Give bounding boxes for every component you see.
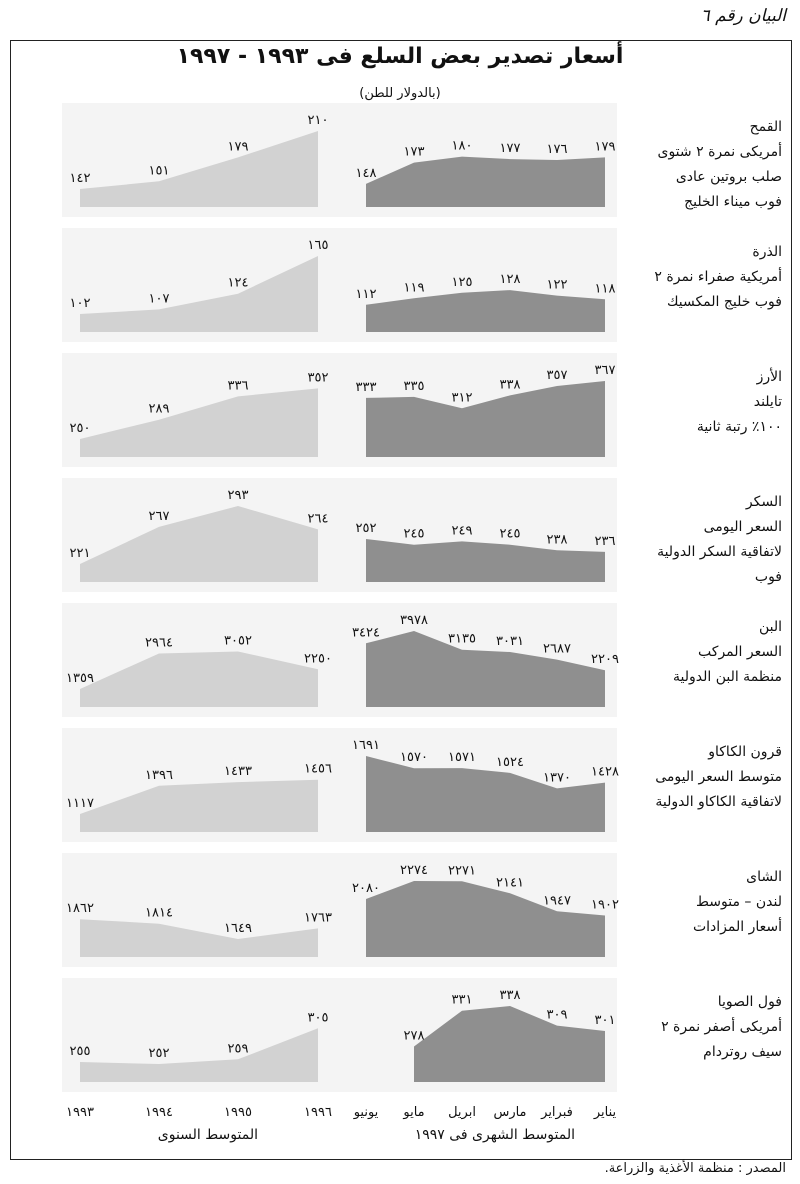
monthly-value-label: ٣٣١ xyxy=(451,992,473,1008)
source-note: المصدر : منظمة الأغذية والزراعة. xyxy=(604,1161,786,1176)
monthly-value-label: ٢١٤١ xyxy=(496,875,524,891)
commodity-label xyxy=(632,240,782,315)
commodity-name: الشاى xyxy=(746,869,782,885)
monthly-value-label: ٢٤٥ xyxy=(499,526,521,542)
commodity-detail: أسعار المزادات xyxy=(692,919,782,935)
monthly-value-label: ١٧٣ xyxy=(403,144,425,160)
monthly-value-label: ٣٦٧ xyxy=(594,363,616,378)
monthly-value-label: ١٧٦ xyxy=(546,142,568,157)
monthly-area xyxy=(414,1006,605,1082)
annual-value-label: ١٨٦٢ xyxy=(66,901,94,917)
commodity-detail: ١٠٠٪ رتبة ثانية xyxy=(696,419,782,435)
annual-value-label: ٢٦٤ xyxy=(307,511,329,527)
annual-area xyxy=(80,1028,318,1082)
monthly-value-label: ٢٤٩ xyxy=(451,523,473,539)
commodity-detail: لاتفاقية السكر الدولية xyxy=(657,544,782,560)
commodity-label xyxy=(632,740,782,815)
monthly-value-label: ١٥٢٤ xyxy=(496,754,524,770)
annual-value-label: ١٣٩٦ xyxy=(145,767,173,783)
monthly-value-label: ١٧٩ xyxy=(594,139,616,155)
monthly-value-label: ٢٢٠٩ xyxy=(591,652,619,668)
annual-area xyxy=(80,256,318,332)
annual-value-label: ٣٠٥ xyxy=(307,1010,329,1026)
monthly-value-label: ٣٩٧٨ xyxy=(400,613,428,628)
monthly-value-label: ٣٣٨ xyxy=(499,988,521,1003)
monthly-value-label: ١٢٥ xyxy=(451,274,473,290)
annual-value-label: ٢١٠ xyxy=(307,113,329,128)
monthly-x-tick-label: مايو xyxy=(403,1105,425,1120)
annual-value-label: ١٤٣٣ xyxy=(224,764,252,780)
annual-value-label: ٢٥٥ xyxy=(69,1044,91,1059)
annual-value-label: ٢٥٩ xyxy=(227,1041,249,1057)
annual-value-label: ٢٦٧ xyxy=(148,508,170,524)
monthly-value-label: ٢٠٨٠ xyxy=(352,881,380,896)
commodity-name: قرون الكاكاو xyxy=(708,744,782,760)
annual-value-label: ١٤٥٦ xyxy=(304,761,332,777)
annual-value-label: ١٧٦٣ xyxy=(304,910,332,926)
monthly-value-label: ٢٧٨ xyxy=(403,1028,425,1044)
monthly-value-label: ٣٠٩ xyxy=(546,1007,568,1023)
commodity-detail: السعر اليومى xyxy=(703,519,782,535)
commodity-detail: منظمة البن الدولية xyxy=(672,669,782,685)
commodity-name: القمح xyxy=(749,119,782,135)
commodity-detail: أمريكية صفراء نمرة ٢ xyxy=(654,269,782,285)
monthly-value-label: ٣٠١ xyxy=(594,1013,616,1028)
annual-area xyxy=(80,506,318,582)
monthly-value-label: ٣١٢ xyxy=(451,390,473,406)
monthly-x-tick-label: مارس xyxy=(493,1105,527,1120)
commodity-name: الذرة xyxy=(752,244,782,260)
annual-value-label: ١٠٧ xyxy=(148,291,170,307)
chart-subtitle: (بالدولار للطن) xyxy=(359,86,441,101)
annual-value-label: ١٤٢ xyxy=(69,171,91,186)
commodity-detail: صلب بروتين عادى xyxy=(675,169,782,185)
annual-value-label: ١١١٧ xyxy=(66,796,94,811)
monthly-value-label: ١١٩ xyxy=(403,280,425,296)
monthly-value-label: ٢٤٥ xyxy=(403,526,425,542)
commodity-detail: فوب xyxy=(754,569,782,585)
annual-area xyxy=(80,652,318,708)
commodity-detail: سيف روتردام xyxy=(703,1044,782,1060)
commodity-detail: لندن – متوسط xyxy=(696,894,782,910)
monthly-value-label: ١٢٢ xyxy=(546,277,568,293)
annual-value-label: ١٦٥ xyxy=(307,238,329,253)
monthly-value-label: ١٥٧١ xyxy=(448,750,476,766)
monthly-x-tick-label: فبراير xyxy=(541,1105,573,1120)
monthly-area xyxy=(366,539,605,582)
monthly-value-label: ٣٥٧ xyxy=(546,368,568,383)
commodity-name: الأرز xyxy=(756,369,782,385)
annual-value-label: ٣٥٢ xyxy=(307,370,329,386)
commodity-detail: أمريكى نمرة ٢ شتوى xyxy=(657,144,782,160)
annual-value-label: ٢٩٣ xyxy=(227,488,249,503)
monthly-value-label: ٢٣٨ xyxy=(546,532,568,548)
figure-number: البيان رقم ٦ xyxy=(700,6,786,26)
monthly-value-label: ١٧٧ xyxy=(499,141,521,157)
annual-area xyxy=(80,780,318,832)
annual-value-label: ٢٥٠ xyxy=(69,421,91,436)
annual-value-label: ٣٠٥٢ xyxy=(224,633,252,649)
monthly-value-label: ٢٢٧٤ xyxy=(400,863,428,878)
commodity-label xyxy=(632,615,782,690)
commodity-label xyxy=(632,115,782,215)
annual-x-tick-label: ١٩٩٤ xyxy=(145,1105,173,1120)
annual-value-label: ١٨١٤ xyxy=(145,905,173,921)
annual-value-label: ١٠٢ xyxy=(69,296,91,311)
annual-value-label: ١٦٤٩ xyxy=(224,921,252,936)
monthly-value-label: ١٢٨ xyxy=(499,272,521,288)
monthly-value-label: ٣٣٥ xyxy=(403,378,425,394)
monthly-value-label: ٢٢٧١ xyxy=(448,863,476,879)
annual-value-label: ٢٨٩ xyxy=(148,401,170,417)
annual-area xyxy=(80,131,318,207)
commodity-detail: السعر المركب xyxy=(698,644,782,660)
monthly-value-label: ١٥٧٠ xyxy=(400,750,428,766)
commodity-label xyxy=(632,865,782,940)
commodity-name: فول الصويا xyxy=(717,994,782,1010)
annual-value-label: ١٣٥٩ xyxy=(66,671,94,686)
commodity-label xyxy=(632,990,782,1065)
monthly-average-caption: المتوسط الشهرى فى ١٩٩٧ xyxy=(414,1127,575,1143)
annual-value-label: ١٥١ xyxy=(148,163,170,179)
monthly-value-label: ٣١٣٥ xyxy=(448,631,476,647)
commodity-detail: أمريكى أصفر نمرة ٢ xyxy=(661,1019,782,1035)
annual-value-label: ٢٩٦٤ xyxy=(145,635,173,651)
x-axis-labels xyxy=(0,1098,800,1128)
annual-value-label: ١٢٤ xyxy=(227,275,249,291)
monthly-value-label: ٣٣٣ xyxy=(355,379,377,395)
annual-area xyxy=(80,388,318,457)
monthly-value-label: ١٨٠ xyxy=(451,138,473,154)
commodity-detail: تايلند xyxy=(753,394,782,410)
monthly-area xyxy=(366,290,605,332)
monthly-value-label: ١٣٧٠ xyxy=(543,770,571,786)
annual-value-label: ١٧٩ xyxy=(227,139,249,155)
commodity-name: السكر xyxy=(745,494,782,510)
annual-value-label: ٣٣٦ xyxy=(227,378,249,394)
monthly-value-label: ١٦٩١ xyxy=(352,738,380,753)
monthly-x-tick-label: ابريل xyxy=(448,1105,476,1120)
monthly-area xyxy=(366,756,605,832)
monthly-value-label: ٢٦٨٧ xyxy=(543,641,571,657)
commodity-label xyxy=(632,490,782,590)
commodity-detail: فوب خليج المكسيك xyxy=(666,294,782,310)
monthly-x-tick-label: يونيو xyxy=(353,1105,379,1120)
monthly-value-label: ٢٣٦ xyxy=(594,533,616,549)
monthly-value-label: ١١٨ xyxy=(594,281,616,297)
commodity-label xyxy=(632,365,782,440)
monthly-value-label: ١٩٤٧ xyxy=(543,893,571,909)
commodity-detail: لاتفاقية الكاكاو الدولية xyxy=(655,794,782,810)
monthly-value-label: ٣٠٣١ xyxy=(496,634,524,649)
monthly-x-tick-label: يناير xyxy=(593,1105,617,1120)
annual-value-label: ٢٥٢ xyxy=(148,1046,170,1061)
monthly-value-label: ٢٥٢ xyxy=(355,521,377,536)
monthly-value-label: ١٤٨ xyxy=(355,165,377,181)
commodity-name: البن xyxy=(758,619,782,635)
annual-x-tick-label: ١٩٩٣ xyxy=(66,1105,94,1120)
monthly-value-label: ٣٣٨ xyxy=(499,377,521,393)
annual-value-label: ٢٢١ xyxy=(69,546,91,561)
annual-x-tick-label: ١٩٩٦ xyxy=(304,1105,332,1120)
monthly-value-label: ١٩٠٢ xyxy=(591,897,619,913)
commodity-detail: فوب ميناء الخليج xyxy=(684,194,782,210)
chart-title: أسعار تصدير بعض السلع فى ١٩٩٣ - ١٩٩٧ xyxy=(176,44,624,69)
annual-average-caption: المتوسط السنوى xyxy=(157,1127,258,1143)
monthly-value-label: ١١٢ xyxy=(355,286,377,302)
annual-area xyxy=(80,919,318,957)
annual-x-tick-label: ١٩٩٥ xyxy=(224,1105,252,1120)
commodity-detail: متوسط السعر اليومى xyxy=(655,769,782,785)
monthly-area xyxy=(366,157,605,207)
monthly-value-label: ٣٤٢٤ xyxy=(352,625,380,641)
annual-value-label: ٢٢٥٠ xyxy=(304,651,332,667)
monthly-value-label: ١٤٢٨ xyxy=(591,764,619,780)
